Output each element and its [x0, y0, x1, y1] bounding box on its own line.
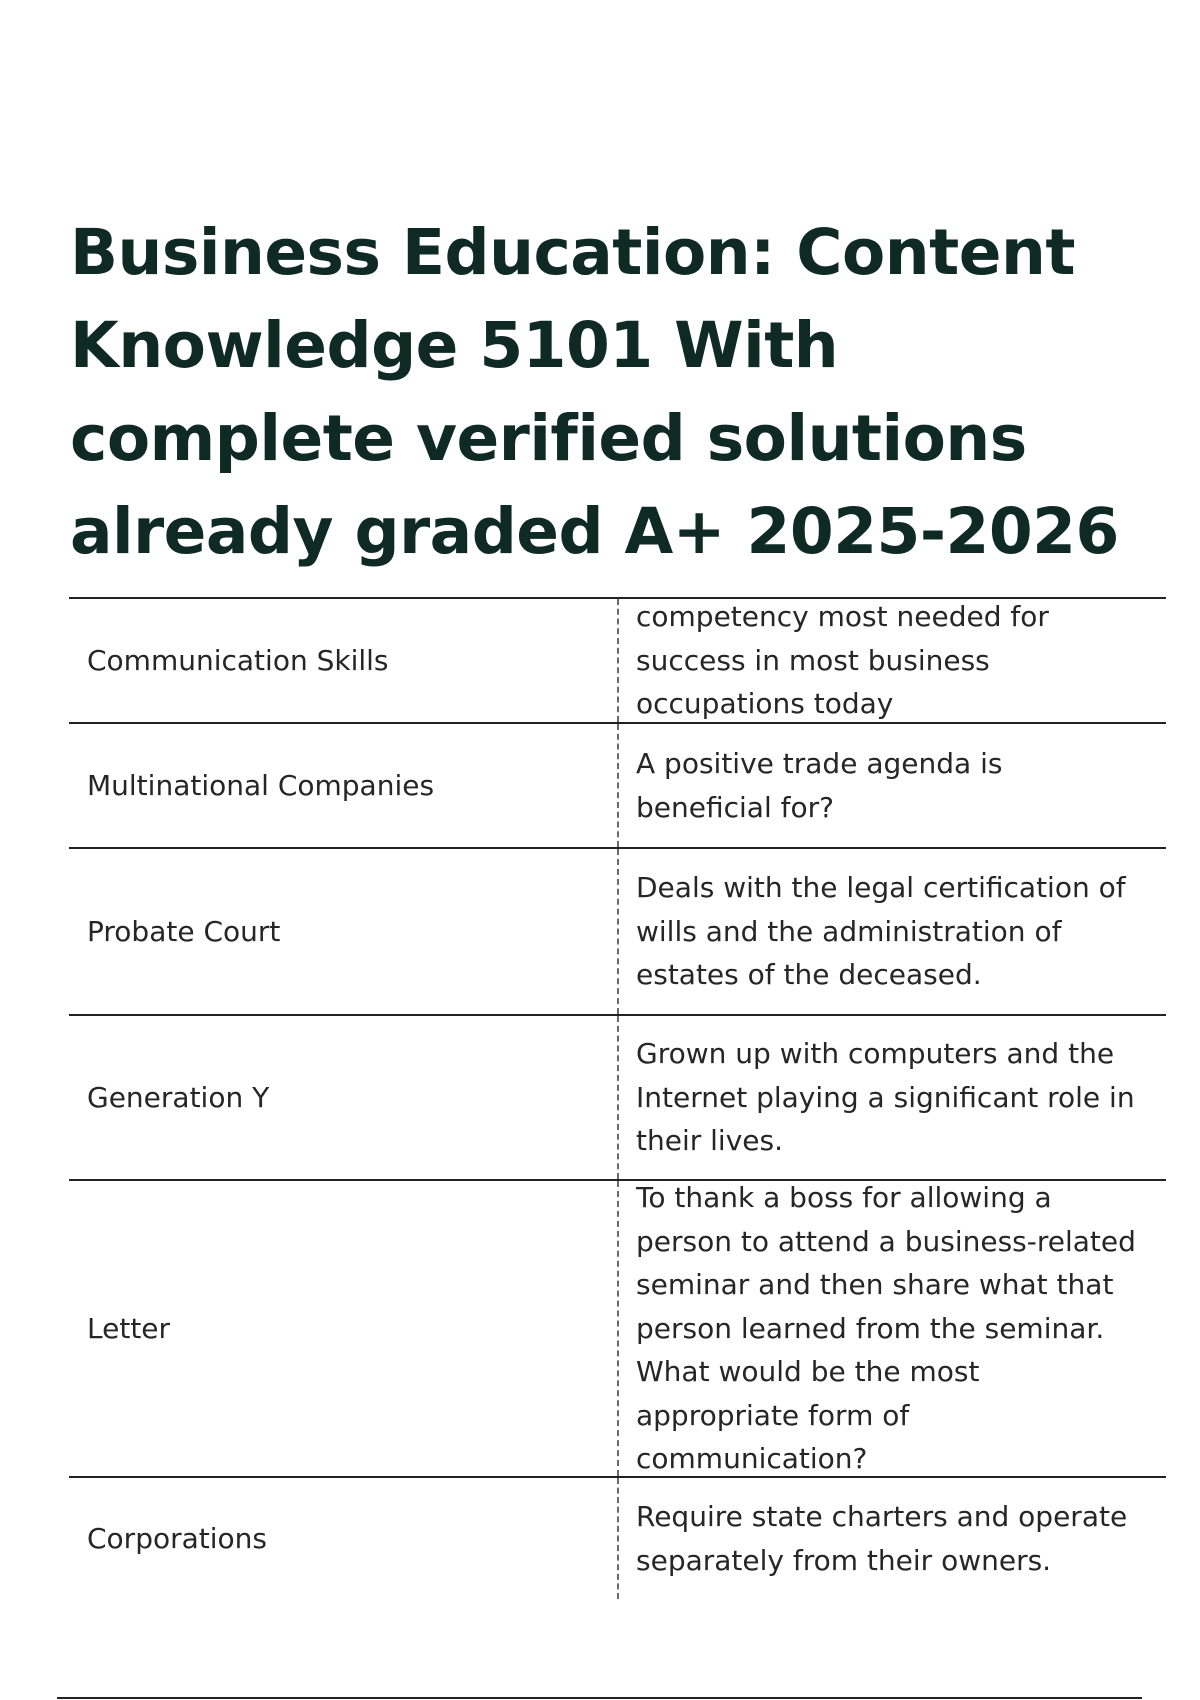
table-row	[69, 724, 1166, 849]
definition-cell: To thank a boss for allowing a person to attend a business-related seminar and then share what that person learned from the seminar. What would be the most appropriate form of communication?	[636, 1181, 1136, 1476]
term-cell: Letter	[69, 1181, 619, 1476]
term-cell: Probate Court	[69, 849, 619, 1014]
definition-cell: Deals with the legal certification of wills and the administration of estates of the deceased.	[636, 871, 1126, 992]
table-row	[69, 1181, 1166, 1478]
table-row	[69, 1016, 1166, 1181]
document-title: Business Education: Content Knowledge 5101 With complete verified solutions already graded A+ 2025-2026	[70, 216, 1119, 568]
definition-cell: A positive trade agenda is beneficial for?	[636, 747, 1003, 824]
definition-cell: Grown up with computers and the Internet playing a significant role in their lives.	[636, 1037, 1135, 1158]
definition-cell: Require state charters and operate separately from their owners.	[636, 1500, 1128, 1577]
flashcard-table	[69, 597, 1166, 1599]
footer-divider	[57, 1697, 1142, 1699]
table-row	[69, 1478, 1166, 1599]
term-cell: Communication Skills	[69, 599, 619, 722]
definition-cell: competency most needed for success in most business occupations today	[636, 600, 1049, 721]
term-cell: Generation Y	[69, 1016, 619, 1179]
table-row	[69, 849, 1166, 1016]
table-row	[69, 599, 1166, 724]
term-cell: Corporations	[69, 1478, 619, 1599]
term-cell: Multinational Companies	[69, 724, 619, 847]
